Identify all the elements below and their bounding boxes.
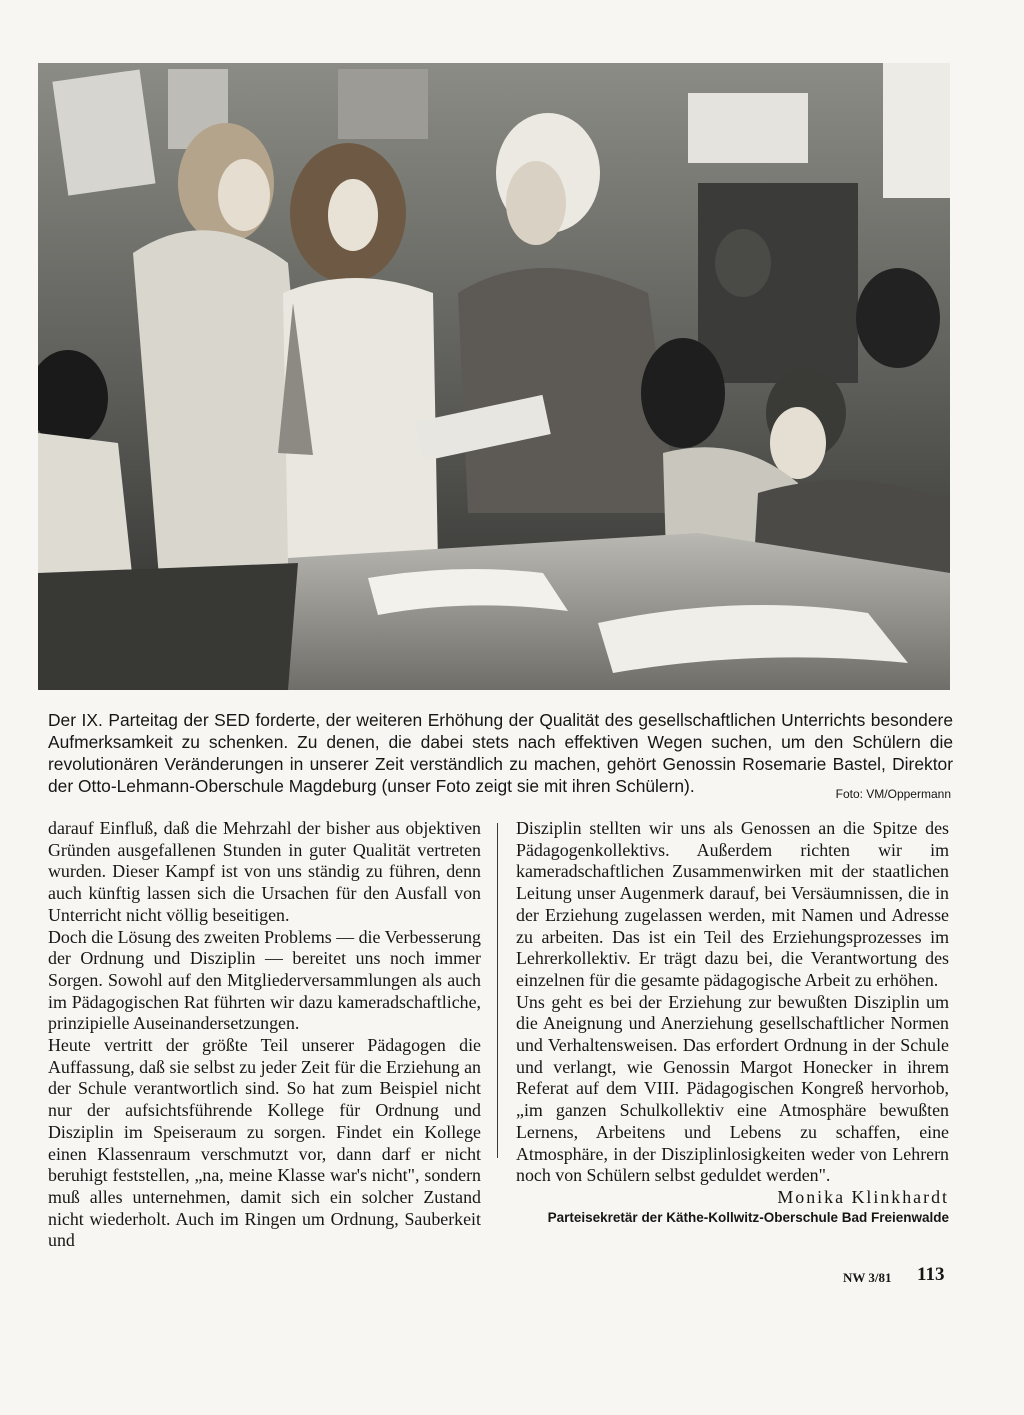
photo-caption: Der IX. Parteitag der SED forderte, der weiteren Erhöhung der Qualität des gesellschaftlichen Unterrichts besondere Aufmerksamkeit zu schenken. Zu denen, die dabei stets nach effektiven Wegen suchen, um den Schülern die revolutionären Veränderungen in unserer Zeit verständlich zu machen, gehört Genossin Rosemarie Bastel, Direktor der Otto-Lehmann-Oberschule Magdeburg (unser Foto zeigt sie mit ihren Schülern).	[48, 710, 953, 796]
author-name: Monika Klinkhardt	[777, 1186, 949, 1207]
issue-label: NW 3/81	[843, 1270, 892, 1285]
paragraph: darauf Einfluß, daß die Mehrzahl der bisher aus objektiven Gründen ausgefallenen Stunden in guter Qualität vertreten wurden. Dieser Kampf ist von uns ständig zu führen, denn auch künftig lassen sich die Ursachen für den Ausfall von Unterricht nicht völlig beseitigen.	[48, 818, 481, 925]
classroom-photo	[38, 63, 950, 690]
paragraph: Disziplin stellten wir uns als Genossen an die Spitze des Pädagogenkollektivs. Außerdem richten wir im kameradschaftlichen Zusammenwirken mit der staatlichen Leitung unser Augenmerk darauf, bei Versäumnissen, die in der Erziehung zugelassen werden, mit Namen und Adresse zu arbeiten. Das ist ein Teil des Erziehungsprozesses im Lehrerkollektiv. Er trägt dazu bei, die Verantwortung des einzelnen für die gesamte pädagogische Arbeit zu erhöhen.	[516, 818, 949, 990]
article-column-right	[516, 818, 949, 1227]
paragraph: Uns geht es bei der Erziehung zur bewußten Disziplin um die Aneignung und Anerziehung gesellschaftlicher Normen und Verhaltensweisen. Das erfordert Ordnung in der Schule und verlangt, wie Genossin Margot Honecker in ihrem Referat auf dem VIII. Pädagogischen Kongreß hervorhob, „im ganzen Schulkollektiv eine Atmosphäre bewußten Lernens, Arbeitens und Lebens zu schaffen, eine Atmosphäre, in der Disziplinlosigkeiten weder von Lehrern noch von Schülern selbst geduldet werden".	[516, 991, 949, 1186]
photo-credit: Foto: VM/Oppermann	[835, 787, 951, 801]
article-column-left	[48, 818, 481, 1252]
page-number: 113	[917, 1264, 945, 1285]
author-role: Parteisekretär der Käthe-Kollwitz-Oberschule Bad Freienwalde	[547, 1209, 949, 1225]
column-divider	[497, 823, 498, 1158]
paragraph: Doch die Lösung des zweiten Problems — die Verbesserung der Ordnung und Disziplin — bereitet uns noch immer Sorgen. Sowohl auf den Mitgliederversammlungen als auch im Pädagogischen Rat führten wir dazu kameradschaftliche, prinzipielle Auseinandersetzungen.	[48, 926, 481, 1034]
photo-illustration	[38, 63, 950, 690]
paragraph: Heute vertritt der größte Teil unserer Pädagogen die Auffassung, daß sie selbst zu jeder Zeit für die Erziehung an der Schule verantwortlich sind. So hat zum Beispiel nicht nur der aufsichtsführende Kollege für Ordnung und Disziplin im Speiseraum zu sorgen. Findet ein Kollege einen Klassenraum verschmutzt vor, dann darf er nicht beruhigt feststellen, „na, meine Klasse war's nicht", sondern muß alles unternehmen, damit sich ein solcher Zustand nicht wiederholt. Auch im Ringen um Ordnung, Sauberkeit und	[48, 1035, 481, 1251]
